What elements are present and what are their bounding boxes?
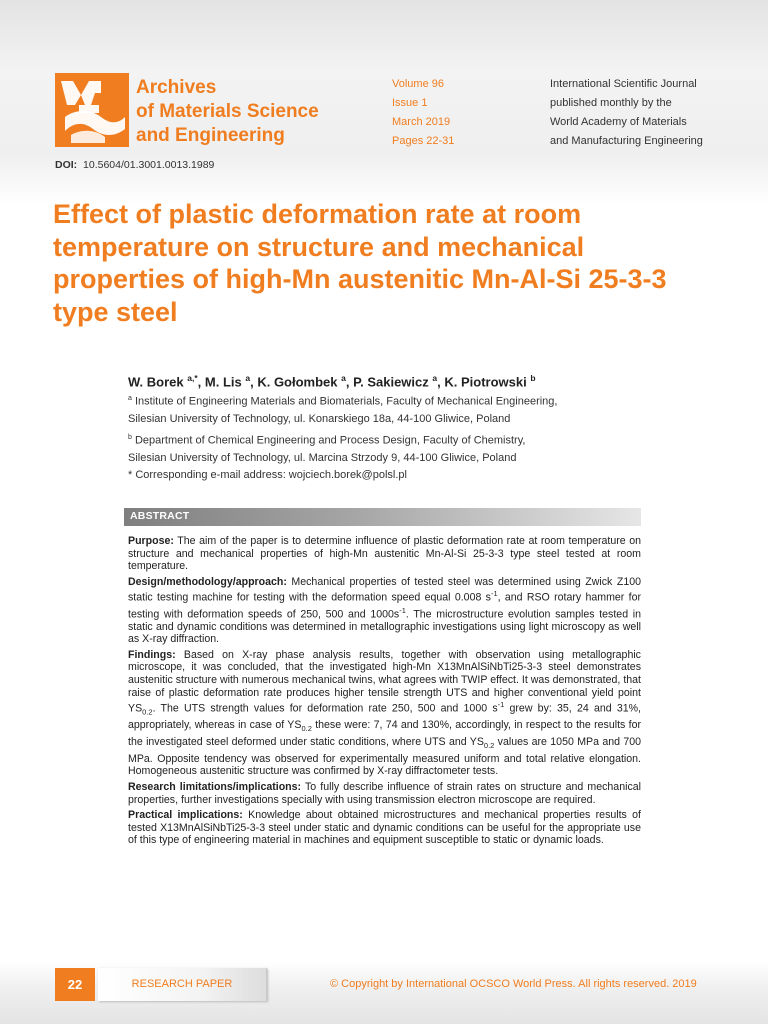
affiliation-line: Silesian University of Technology, ul. Konarskiego 18a, 44-100 Gliwice, Poland [128, 413, 511, 426]
section-text: grew by: 35, 24 and 31%, appropriately, whereas in case of YS [128, 702, 641, 732]
abstract-findings [128, 649, 641, 778]
section-text: values are 1050 MPa and 700 MPa. Opposite tendency was observed for experimentally measured uniform and total relative elongation. Homogeneous austenitic structure was confirmed by X-ray diffractometer tests. [128, 736, 642, 778]
publisher-info [550, 75, 703, 151]
section-text: Mechanical properties of tested steel was determined using Zwick Z100 static testing machine for testing with the deformation speed equal 0.008 s [128, 575, 641, 604]
author-name: K. Piotrowski [444, 374, 527, 390]
author-name: M. Lis [204, 374, 242, 390]
author-affiliation-mark: a [341, 373, 346, 383]
superscript: -1 [497, 700, 505, 710]
author-affiliation-mark: a [432, 373, 438, 383]
issue: Issue 1 [392, 97, 428, 109]
affiliation-line: Institute of Engineering Materials and Biomaterials, Faculty of Mechanical Engineering, [134, 395, 558, 408]
affiliation-a [128, 390, 557, 411]
volume: Volume 96 [392, 78, 444, 90]
author-affiliation-mark: b [530, 373, 536, 383]
journal-title-line: and Engineering [136, 125, 285, 146]
publisher-line: International Scientific Journal [550, 78, 697, 90]
paper-title: Effect of plastic deformation rate at room temperature on structure and mechanical properties of high-Mn austenitic Mn-Al-Si 25-3-3 type steel [53, 199, 667, 327]
superscript: -1 [399, 605, 406, 615]
section-text: . The UTS strength values for deformation rate 250, 500 and 1000 s [152, 702, 498, 715]
abstract-heading: ABSTRACT [130, 510, 190, 522]
affiliation-line: Silesian University of Technology, ul. Marcina Strzody 9, 44-100 Gliwice, Poland [128, 451, 517, 464]
page-number: 22 [55, 968, 95, 1001]
issue-info [392, 75, 454, 151]
section-text: these were: 7, 74 and 130%, accordingly, in respect to the results for the investigated steel deformed under static conditions, where UTS and YS [128, 719, 641, 749]
affiliation-b [128, 429, 557, 450]
issue-date: March 2019 [392, 116, 451, 128]
subscript: 0.2 [142, 707, 153, 717]
section-label: Purpose: [128, 535, 174, 547]
doi [55, 159, 214, 171]
journal-title-line: Archives [136, 77, 217, 98]
author-name: W. Borek [128, 374, 184, 390]
journal-logo-icon [55, 73, 129, 147]
copyright-notice: © Copyright by International OCSCO World Press. All rights reserved. 2019 [330, 978, 697, 990]
author-affiliation-mark: a [245, 373, 251, 383]
author-name: P. Sakiewicz [353, 374, 429, 390]
subscript: 0.2 [483, 741, 495, 751]
affiliation-mark: b [128, 433, 132, 441]
section-text: Knowledge about obtained microstructures and mechanical properties results of tested X13MnAlSiNbTi25-3-3 steel under static and dynamic conditions can be useful for the appropriate use of this type of engineering material in machines and equipment susceptible to static or dynamic loads. [128, 809, 641, 847]
pages: Pages 22-31 [392, 135, 455, 147]
publisher-line: and Manufacturing Engineering [550, 135, 703, 147]
section-label: Findings: [128, 648, 176, 661]
publisher-line: World Academy of Materials [550, 116, 687, 128]
author-affiliation-mark: a,* [187, 373, 198, 383]
section-text: . The microstructure evolution samples tested in static and dynamic conditions was determined in metallographic investigations using light microscopy as well as X-ray diffraction. [128, 608, 641, 646]
journal-title [136, 76, 319, 148]
abstract-practical-implications [128, 809, 641, 847]
affiliations [128, 390, 557, 485]
section-text: The aim of the paper is to determine influence of plastic deformation rate at room temperature on structure and mechanical properties of high-Mn austenitic Mn-Al-Si 25-3-3 type steel tested at room temperature. [128, 535, 641, 573]
affiliation-line: Department of Chemical Engineering and Process Design, Faculty of Chemistry, [134, 434, 526, 447]
section-label: Design/methodology/approach: [128, 575, 287, 588]
doi-value[interactable]: 10.5604/01.3001.0013.1989 [83, 159, 215, 171]
abstract-research-limitations [128, 781, 641, 806]
section-label: Research limitations/implications: [128, 781, 302, 794]
section-text: Based on X-ray phase analysis results, together with observation using metallographic microscope, it was concluded, that the investigated high-Mn X13MnAlSiNbTi25-3-3 steel demonstrates austenitic structure with numerous mechanical twins, what agrees with TWIP effect. It was demonstrated, that raise of plastic deformation rate produces higher tensile strength UTS and higher conventional yield point YS [128, 648, 641, 715]
corresponding-author-email: * Corresponding e-mail address: wojciech.borek@polsl.pl [128, 469, 407, 482]
affiliation-mark: a [128, 395, 132, 402]
abstract-heading-bar [124, 508, 641, 526]
superscript: -1 [490, 589, 498, 599]
journal-title-line: of Materials Science [136, 101, 319, 122]
section-text: To fully describe influence of strain rates on structure and mechanical properties, further investigations specially with using transmission electron microscope are required. [128, 781, 641, 806]
abstract-design [128, 576, 641, 646]
author-name: K. Gołombek [257, 374, 338, 390]
section-text: , and RSO rotary hammer for testing with deformation speeds of 250, 500 and 1000s [128, 591, 641, 621]
author-list: W. Borek $^{a,*}$, M. Lis $^a$, K. Gołombek $^a$, P. Sakiewicz $^a$, K. Piotrowski $^b$ [128, 373, 536, 390]
publisher-line: published monthly by the [550, 97, 672, 109]
abstract-purpose [128, 535, 641, 573]
abstract-body [128, 535, 641, 850]
doi-label: DOI: [55, 159, 78, 171]
paper-type-badge: RESEARCH PAPER [98, 968, 267, 1001]
subscript: 0.2 [301, 724, 312, 734]
section-label: Practical implications: [128, 809, 243, 822]
